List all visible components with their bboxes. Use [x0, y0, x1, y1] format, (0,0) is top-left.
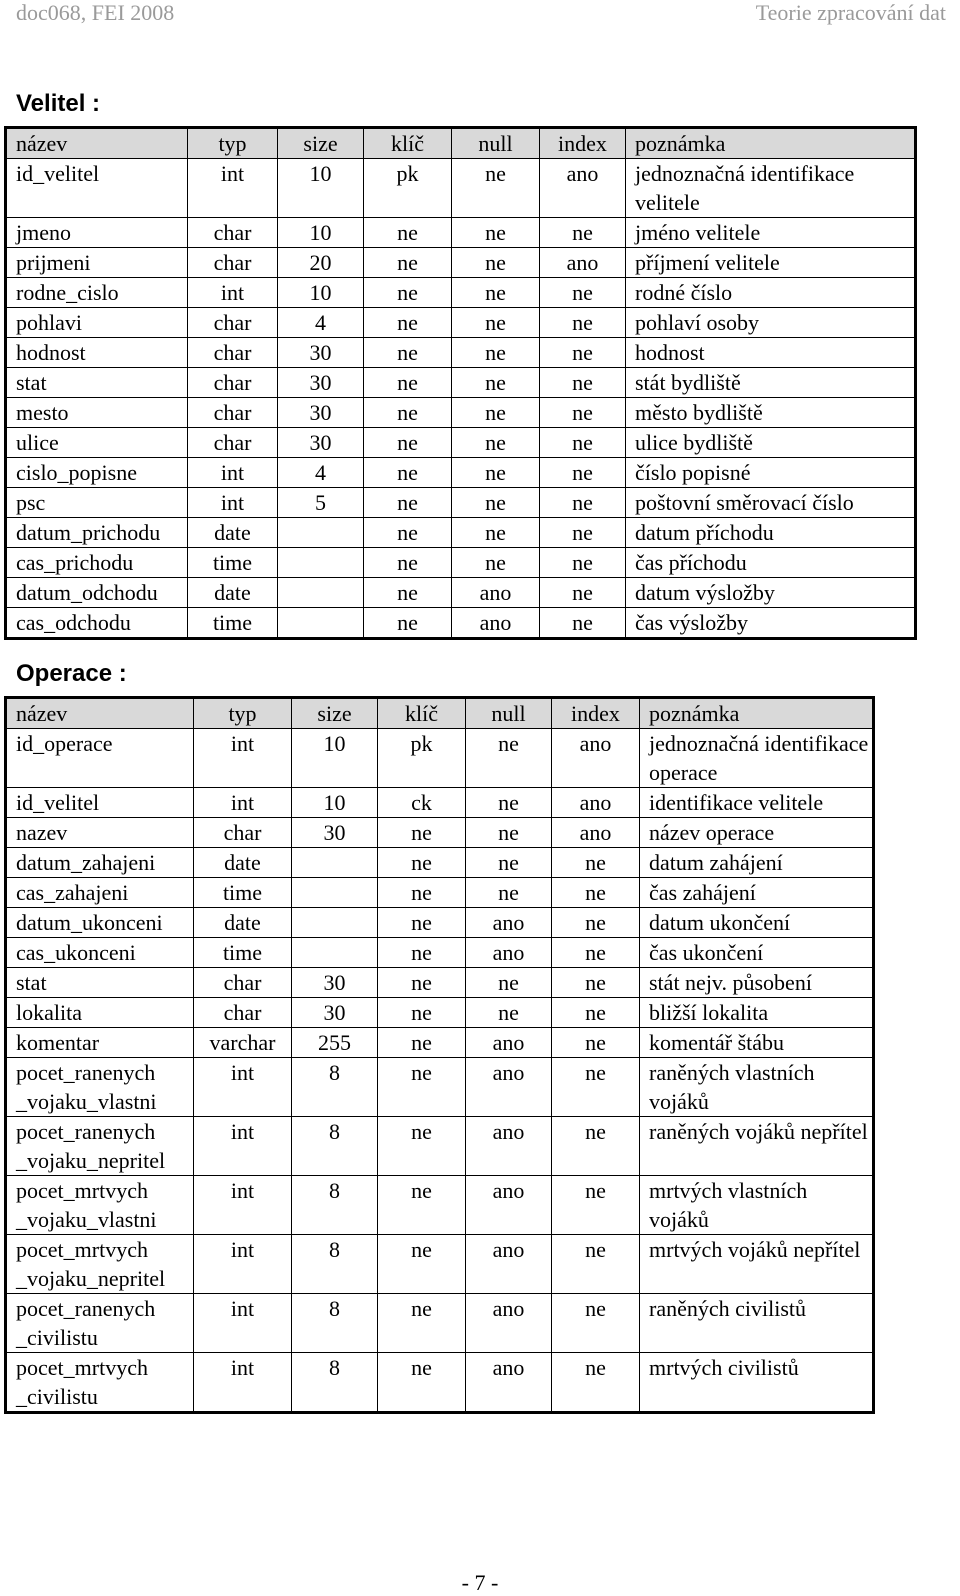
- column-header-name: název: [6, 128, 188, 159]
- cell-type: int: [194, 1294, 292, 1353]
- cell-size: 30: [278, 398, 364, 428]
- table-row: [6, 1028, 874, 1058]
- cell-null: ne: [466, 729, 552, 788]
- cell-note: komentář štábu: [640, 1028, 874, 1058]
- cell-null: ne: [452, 308, 540, 338]
- cell-size: 255: [292, 1028, 378, 1058]
- cell-type: date: [194, 848, 292, 878]
- cell-index: ne: [540, 368, 626, 398]
- cell-type: int: [188, 278, 278, 308]
- cell-key: ne: [364, 248, 452, 278]
- cell-note: mrtvých civilistů: [640, 1353, 874, 1413]
- cell-index: ne: [540, 518, 626, 548]
- column-header-null: null: [452, 128, 540, 159]
- cell-name: pocet_ranenych _vojaku_vlastni: [6, 1058, 194, 1117]
- cell-name: rodne_cislo: [6, 278, 188, 308]
- cell-note: stát nejv. působení: [640, 968, 874, 998]
- cell-null: ne: [452, 458, 540, 488]
- cell-index: ne: [540, 608, 626, 639]
- cell-index: ne: [540, 548, 626, 578]
- cell-name: ulice: [6, 428, 188, 458]
- cell-key: ne: [364, 428, 452, 458]
- table-row: [6, 368, 916, 398]
- cell-type: int: [188, 458, 278, 488]
- cell-null: ne: [452, 248, 540, 278]
- cell-name: datum_odchodu: [6, 578, 188, 608]
- cell-index: ne: [540, 308, 626, 338]
- table-row: [6, 248, 916, 278]
- table-row: [6, 458, 916, 488]
- cell-null: ano: [466, 1176, 552, 1235]
- cell-type: char: [188, 338, 278, 368]
- page-number: - 7 -: [461, 1570, 499, 1595]
- cell-key: ne: [378, 1353, 466, 1413]
- cell-size: [278, 578, 364, 608]
- cell-note: název operace: [640, 818, 874, 848]
- cell-name: komentar: [6, 1028, 194, 1058]
- cell-index: ne: [552, 878, 640, 908]
- cell-note: rodné číslo: [626, 278, 916, 308]
- cell-type: int: [194, 1235, 292, 1294]
- cell-key: ne: [378, 1176, 466, 1235]
- cell-size: 5: [278, 488, 364, 518]
- cell-name: pocet_ranenych _vojaku_nepritel: [6, 1117, 194, 1176]
- cell-null: ano: [466, 1353, 552, 1413]
- cell-key: ne: [364, 308, 452, 338]
- cell-index: ne: [540, 488, 626, 518]
- table-row: [6, 518, 916, 548]
- cell-key: pk: [378, 729, 466, 788]
- cell-key: ne: [378, 998, 466, 1028]
- cell-size: 10: [278, 278, 364, 308]
- cell-type: date: [188, 518, 278, 548]
- cell-type: char: [188, 428, 278, 458]
- cell-size: 30: [278, 368, 364, 398]
- cell-size: 8: [292, 1176, 378, 1235]
- table-operace: [4, 696, 875, 1414]
- table-header-row: [6, 698, 874, 729]
- cell-key: ne: [378, 968, 466, 998]
- cell-type: char: [188, 248, 278, 278]
- cell-note: raněných vojáků nepřítel: [640, 1117, 874, 1176]
- cell-name: datum_prichodu: [6, 518, 188, 548]
- table-row: [6, 338, 916, 368]
- cell-type: int: [188, 159, 278, 218]
- cell-index: ano: [552, 818, 640, 848]
- cell-name: stat: [6, 968, 194, 998]
- cell-key: ne: [364, 458, 452, 488]
- cell-index: ne: [552, 1235, 640, 1294]
- cell-key: ne: [378, 818, 466, 848]
- cell-type: char: [188, 308, 278, 338]
- cell-name: lokalita: [6, 998, 194, 1028]
- cell-note: datum výsložby: [626, 578, 916, 608]
- table-header-row: [6, 128, 916, 159]
- cell-index: ne: [552, 1058, 640, 1117]
- cell-name: id_velitel: [6, 788, 194, 818]
- cell-size: 30: [292, 998, 378, 1028]
- cell-type: int: [194, 729, 292, 788]
- column-header-type: typ: [188, 128, 278, 159]
- cell-type: char: [188, 368, 278, 398]
- cell-key: ne: [364, 278, 452, 308]
- cell-note: mrtvých vlastních vojáků: [640, 1176, 874, 1235]
- cell-note: čas zahájení: [640, 878, 874, 908]
- cell-null: ne: [452, 548, 540, 578]
- table-row: [6, 159, 916, 218]
- cell-size: 10: [292, 788, 378, 818]
- cell-note: pohlaví osoby: [626, 308, 916, 338]
- column-header-key: klíč: [364, 128, 452, 159]
- cell-size: [292, 908, 378, 938]
- cell-key: ne: [378, 908, 466, 938]
- table-row: [6, 968, 874, 998]
- cell-name: pohlavi: [6, 308, 188, 338]
- table-row: [6, 308, 916, 338]
- cell-type: int: [194, 1176, 292, 1235]
- cell-null: ano: [466, 1058, 552, 1117]
- table-row: [6, 788, 874, 818]
- cell-key: ne: [378, 1294, 466, 1353]
- cell-key: ne: [364, 548, 452, 578]
- cell-note: hodnost: [626, 338, 916, 368]
- table-row: [6, 548, 916, 578]
- cell-name: jmeno: [6, 218, 188, 248]
- cell-index: ano: [540, 159, 626, 218]
- cell-type: int: [194, 1117, 292, 1176]
- header-doc-title: Teorie zpracování dat: [755, 0, 946, 25]
- cell-size: 8: [292, 1294, 378, 1353]
- table-row: [6, 578, 916, 608]
- column-header-name: název: [6, 698, 194, 729]
- column-header-size: size: [278, 128, 364, 159]
- cell-index: ne: [540, 278, 626, 308]
- cell-size: [278, 608, 364, 639]
- cell-type: varchar: [194, 1028, 292, 1058]
- cell-name: stat: [6, 368, 188, 398]
- cell-index: ne: [540, 338, 626, 368]
- cell-index: ne: [552, 1028, 640, 1058]
- cell-size: 30: [278, 338, 364, 368]
- cell-name: pocet_mrtvych _civilistu: [6, 1353, 194, 1413]
- cell-name: cislo_popisne: [6, 458, 188, 488]
- cell-type: time: [194, 878, 292, 908]
- cell-type: char: [194, 968, 292, 998]
- cell-key: ne: [378, 1058, 466, 1117]
- section-title-operace: Operace :: [16, 660, 127, 687]
- cell-index: ne: [540, 578, 626, 608]
- cell-key: ne: [378, 1028, 466, 1058]
- cell-key: pk: [364, 159, 452, 218]
- cell-null: ne: [466, 848, 552, 878]
- table-row: [6, 1176, 874, 1235]
- cell-name: id_velitel: [6, 159, 188, 218]
- cell-note: raněných civilistů: [640, 1294, 874, 1353]
- cell-size: 8: [292, 1117, 378, 1176]
- column-header-key: klíč: [378, 698, 466, 729]
- cell-null: ne: [452, 428, 540, 458]
- table-row: [6, 488, 916, 518]
- cell-index: ne: [552, 968, 640, 998]
- cell-index: ne: [552, 938, 640, 968]
- cell-index: ne: [540, 398, 626, 428]
- cell-note: jméno velitele: [626, 218, 916, 248]
- cell-index: ne: [552, 1353, 640, 1413]
- cell-note: město bydliště: [626, 398, 916, 428]
- table-velitel: [4, 126, 917, 640]
- cell-note: datum příchodu: [626, 518, 916, 548]
- cell-size: [292, 878, 378, 908]
- cell-type: time: [194, 938, 292, 968]
- cell-key: ne: [364, 578, 452, 608]
- cell-name: nazev: [6, 818, 194, 848]
- cell-key: ne: [378, 878, 466, 908]
- cell-size: 8: [292, 1235, 378, 1294]
- cell-size: 10: [278, 159, 364, 218]
- cell-size: [278, 518, 364, 548]
- cell-null: ne: [466, 878, 552, 908]
- column-header-index: index: [540, 128, 626, 159]
- cell-type: char: [194, 818, 292, 848]
- cell-null: ano: [466, 938, 552, 968]
- cell-index: ne: [552, 1176, 640, 1235]
- cell-note: bližší lokalita: [640, 998, 874, 1028]
- cell-index: ano: [552, 729, 640, 788]
- table-row: [6, 729, 874, 788]
- cell-key: ne: [364, 218, 452, 248]
- cell-note: příjmení velitele: [626, 248, 916, 278]
- table-row: [6, 1235, 874, 1294]
- cell-null: ano: [452, 578, 540, 608]
- cell-size: 4: [278, 458, 364, 488]
- column-header-note: poznámka: [626, 128, 916, 159]
- cell-note: číslo popisné: [626, 458, 916, 488]
- cell-note: raněných vlastních vojáků: [640, 1058, 874, 1117]
- cell-null: ne: [452, 368, 540, 398]
- cell-note: čas ukončení: [640, 938, 874, 968]
- cell-note: jednoznačná identifikace velitele: [626, 159, 916, 218]
- cell-type: date: [188, 578, 278, 608]
- cell-size: 8: [292, 1353, 378, 1413]
- cell-size: 20: [278, 248, 364, 278]
- cell-null: ne: [466, 998, 552, 1028]
- table-row: [6, 938, 874, 968]
- cell-index: ne: [540, 218, 626, 248]
- cell-note: ulice bydliště: [626, 428, 916, 458]
- cell-size: 4: [278, 308, 364, 338]
- table-row: [6, 608, 916, 639]
- table-row: [6, 428, 916, 458]
- cell-note: identifikace velitele: [640, 788, 874, 818]
- section-title-velitel: Velitel :: [16, 90, 101, 117]
- cell-index: ne: [552, 998, 640, 1028]
- cell-note: jednoznačná identifikace operace: [640, 729, 874, 788]
- cell-null: ano: [466, 1294, 552, 1353]
- cell-key: ne: [378, 848, 466, 878]
- table-row: [6, 998, 874, 1028]
- column-header-type: typ: [194, 698, 292, 729]
- cell-index: ne: [540, 458, 626, 488]
- column-header-size: size: [292, 698, 378, 729]
- cell-name: datum_zahajeni: [6, 848, 194, 878]
- cell-index: ne: [540, 428, 626, 458]
- cell-null: ne: [466, 968, 552, 998]
- cell-type: char: [194, 998, 292, 1028]
- cell-type: int: [194, 1353, 292, 1413]
- cell-null: ne: [466, 818, 552, 848]
- cell-key: ne: [364, 368, 452, 398]
- cell-size: 10: [292, 729, 378, 788]
- table-row: [6, 908, 874, 938]
- cell-type: int: [194, 788, 292, 818]
- cell-name: cas_ukonceni: [6, 938, 194, 968]
- table-row: [6, 818, 874, 848]
- cell-name: id_operace: [6, 729, 194, 788]
- cell-index: ano: [540, 248, 626, 278]
- cell-name: cas_zahajeni: [6, 878, 194, 908]
- cell-size: [278, 548, 364, 578]
- cell-name: psc: [6, 488, 188, 518]
- column-header-note: poznámka: [640, 698, 874, 729]
- cell-key: ck: [378, 788, 466, 818]
- cell-size: 30: [292, 818, 378, 848]
- table-row: [6, 878, 874, 908]
- cell-name: cas_prichodu: [6, 548, 188, 578]
- table-row: [6, 1353, 874, 1413]
- cell-key: ne: [364, 608, 452, 639]
- cell-key: ne: [364, 518, 452, 548]
- cell-index: ne: [552, 1294, 640, 1353]
- cell-type: time: [188, 548, 278, 578]
- cell-note: poštovní směrovací číslo: [626, 488, 916, 518]
- cell-size: [292, 848, 378, 878]
- cell-null: ano: [466, 1028, 552, 1058]
- cell-note: stát bydliště: [626, 368, 916, 398]
- cell-null: ne: [452, 159, 540, 218]
- cell-name: cas_odchodu: [6, 608, 188, 639]
- cell-name: mesto: [6, 398, 188, 428]
- cell-key: ne: [378, 1117, 466, 1176]
- cell-key: ne: [378, 938, 466, 968]
- cell-size: 10: [278, 218, 364, 248]
- cell-null: ne: [452, 278, 540, 308]
- cell-name: pocet_ranenych _civilistu: [6, 1294, 194, 1353]
- cell-name: pocet_mrtvych _vojaku_vlastni: [6, 1176, 194, 1235]
- cell-note: čas příchodu: [626, 548, 916, 578]
- cell-note: čas výsložby: [626, 608, 916, 639]
- cell-type: int: [194, 1058, 292, 1117]
- cell-null: ne: [452, 518, 540, 548]
- cell-type: time: [188, 608, 278, 639]
- cell-name: pocet_mrtvych _vojaku_nepritel: [6, 1235, 194, 1294]
- cell-index: ano: [552, 788, 640, 818]
- cell-size: 30: [278, 428, 364, 458]
- cell-null: ano: [466, 1235, 552, 1294]
- table-row: [6, 398, 916, 428]
- cell-note: datum zahájení: [640, 848, 874, 878]
- cell-note: datum ukončení: [640, 908, 874, 938]
- cell-key: ne: [364, 488, 452, 518]
- cell-index: ne: [552, 848, 640, 878]
- cell-null: ne: [452, 218, 540, 248]
- cell-type: int: [188, 488, 278, 518]
- cell-null: ne: [452, 488, 540, 518]
- cell-type: date: [194, 908, 292, 938]
- cell-size: 8: [292, 1058, 378, 1117]
- cell-name: datum_ukonceni: [6, 908, 194, 938]
- cell-type: char: [188, 218, 278, 248]
- cell-null: ne: [452, 338, 540, 368]
- cell-null: ano: [452, 608, 540, 639]
- table-row: [6, 848, 874, 878]
- cell-name: prijmeni: [6, 248, 188, 278]
- cell-note: mrtvých vojáků nepřítel: [640, 1235, 874, 1294]
- table-row: [6, 278, 916, 308]
- column-header-index: index: [552, 698, 640, 729]
- cell-size: 30: [292, 968, 378, 998]
- table-row: [6, 218, 916, 248]
- table-row: [6, 1294, 874, 1353]
- cell-null: ano: [466, 1117, 552, 1176]
- cell-null: ne: [466, 788, 552, 818]
- cell-key: ne: [364, 338, 452, 368]
- cell-index: ne: [552, 908, 640, 938]
- table-row: [6, 1058, 874, 1117]
- table-row: [6, 1117, 874, 1176]
- cell-key: ne: [378, 1235, 466, 1294]
- cell-key: ne: [364, 398, 452, 428]
- column-header-null: null: [466, 698, 552, 729]
- cell-type: char: [188, 398, 278, 428]
- cell-name: hodnost: [6, 338, 188, 368]
- header-doc-id: doc068, FEI 2008: [16, 0, 175, 25]
- cell-null: ne: [452, 398, 540, 428]
- cell-size: [292, 938, 378, 968]
- cell-index: ne: [552, 1117, 640, 1176]
- cell-null: ano: [466, 908, 552, 938]
